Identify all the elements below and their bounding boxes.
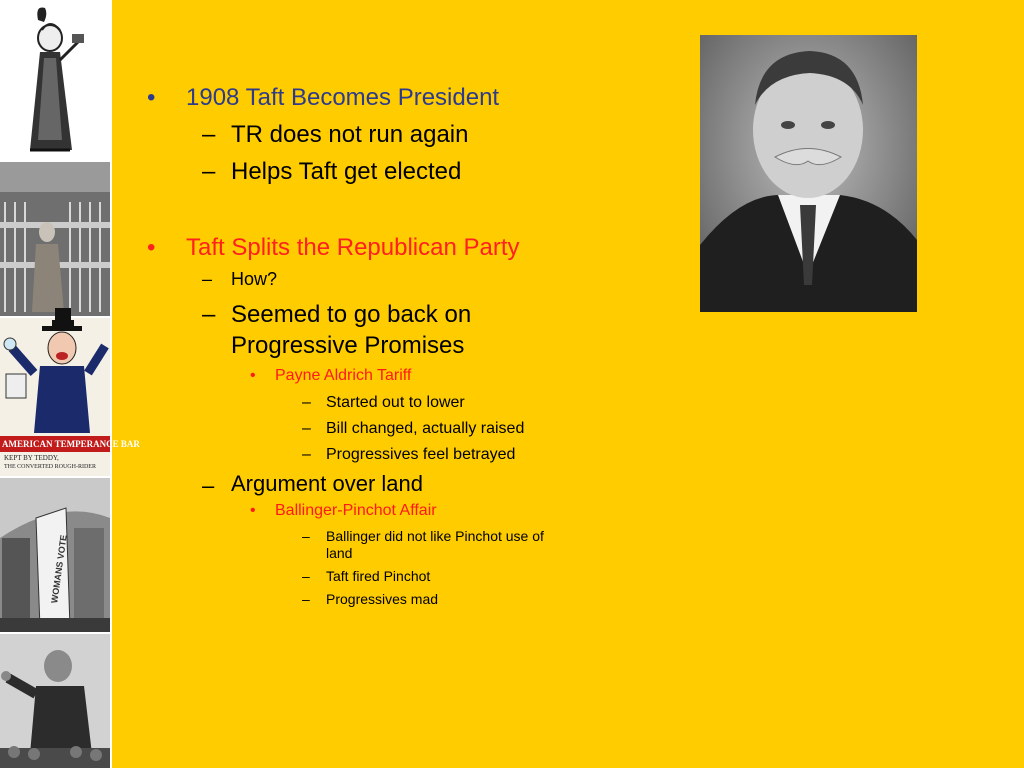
list-item: Bill changed, actually raised <box>326 420 525 437</box>
sub-heading-ballinger-pinchot: Ballinger-Pinchot Affair <box>275 502 437 519</box>
temperance-bar-sublabel-1: KEPT BY TEDDY, <box>4 454 59 462</box>
dash-marker: – <box>302 446 311 463</box>
bullet-marker: • <box>147 84 156 111</box>
dash-marker: – <box>202 473 215 498</box>
list-item: How? <box>231 269 278 289</box>
list-item: Seemed to go back on <box>231 301 472 328</box>
dash-marker: – <box>302 528 310 544</box>
bullet-marker: • <box>250 367 256 384</box>
list-item: Progressives mad <box>326 591 439 607</box>
womans-vote-label: WOMANS VOTE <box>49 534 69 604</box>
list-item: TR does not run again <box>231 121 469 148</box>
dash-marker: – <box>302 394 311 411</box>
list-item: Ballinger did not like Pinchot use of <box>326 528 544 544</box>
bullet-marker: • <box>147 234 156 261</box>
dash-marker: – <box>202 301 216 328</box>
list-item: Helps Taft get elected <box>231 158 462 185</box>
dash-marker: – <box>302 420 311 437</box>
list-item: Argument over land <box>231 471 423 496</box>
temperance-bar-label: AMERICAN TEMPERANCE BAR <box>2 439 140 449</box>
list-item-continuation: Progressive Promises <box>231 332 465 359</box>
bullet-marker: • <box>250 502 256 519</box>
dash-marker: – <box>302 568 310 584</box>
list-item: Started out to lower <box>326 394 465 411</box>
dash-marker: – <box>202 269 213 289</box>
list-item: Taft fired Pinchot <box>326 568 431 584</box>
dash-marker: – <box>202 158 216 185</box>
dash-marker: – <box>302 591 310 607</box>
heading-taft-becomes-president: 1908 Taft Becomes President <box>186 84 500 111</box>
temperance-bar-sublabel-2: THE CONVERTED ROUGH-RIDER <box>4 464 96 470</box>
sub-heading-payne-aldrich: Payne Aldrich Tariff <box>275 367 412 384</box>
dash-marker: – <box>202 121 216 148</box>
heading-taft-splits-party: Taft Splits the Republican Party <box>186 234 520 261</box>
list-item: Progressives feel betrayed <box>326 446 516 463</box>
list-item-continuation: land <box>326 545 353 561</box>
